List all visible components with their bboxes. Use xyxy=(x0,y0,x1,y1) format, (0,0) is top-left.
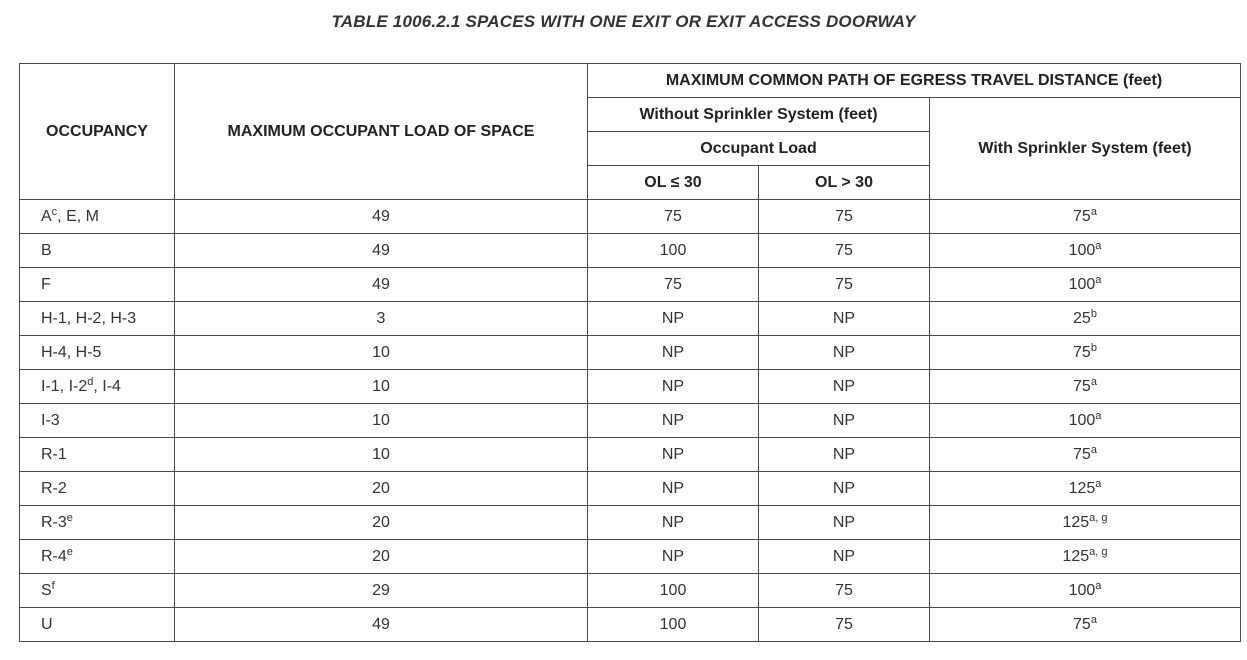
cell-ol-gt-30: NP xyxy=(759,472,930,506)
cell-ol-gt-30: 75 xyxy=(759,574,930,608)
cell-ol-gt-30: 75 xyxy=(759,608,930,642)
table-row xyxy=(20,506,1241,540)
table-body xyxy=(20,200,1241,642)
cell-ol-le-30: NP xyxy=(588,540,759,574)
cell-max-occupant-load: 49 xyxy=(175,608,588,642)
header-ol-gt-30: OL > 30 xyxy=(759,166,930,200)
cell-with-sprinkler xyxy=(930,302,1241,336)
cell-max-occupant-load: 29 xyxy=(175,574,588,608)
cell-ol-gt-30: 75 xyxy=(759,268,930,302)
sprinkler-value: 100 xyxy=(1068,241,1096,259)
cell-ol-le-30: 100 xyxy=(588,608,759,642)
occupancy-footnote: e xyxy=(66,511,73,524)
occupancy-label: B xyxy=(41,241,52,259)
cell-occupancy xyxy=(20,506,175,540)
cell-max-occupant-load: 10 xyxy=(175,370,588,404)
cell-occupancy xyxy=(20,370,175,404)
sprinkler-footnote: a xyxy=(1090,443,1097,456)
header-ol-le-30: OL ≤ 30 xyxy=(588,166,759,200)
sprinkler-value: 125 xyxy=(1062,547,1090,565)
occupancy-label: F xyxy=(41,275,51,293)
table-row xyxy=(20,268,1241,302)
cell-ol-le-30: NP xyxy=(588,438,759,472)
cell-ol-gt-30: NP xyxy=(759,506,930,540)
table-title: TABLE 1006.2.1 SPACES WITH ONE EXIT OR EXIT ACCESS DOORWAY xyxy=(331,12,916,31)
cell-ol-gt-30: NP xyxy=(759,370,930,404)
table-row xyxy=(20,234,1241,268)
sprinkler-footnote: a xyxy=(1095,273,1102,286)
header-occupancy: OCCUPANCY xyxy=(20,64,175,200)
cell-ol-le-30: 75 xyxy=(588,200,759,234)
sprinkler-footnote: a xyxy=(1090,205,1097,218)
sprinkler-value: 75 xyxy=(1073,343,1091,361)
occupancy-footnote: c xyxy=(51,205,58,218)
table-row xyxy=(20,200,1241,234)
cell-occupancy xyxy=(20,540,175,574)
sprinkler-footnote: a xyxy=(1095,477,1102,490)
sprinkler-footnote: a xyxy=(1090,613,1097,626)
cell-max-occupant-load: 10 xyxy=(175,404,588,438)
cell-ol-gt-30: 75 xyxy=(759,234,930,268)
table-row xyxy=(20,540,1241,574)
sprinkler-value: 75 xyxy=(1073,207,1091,225)
cell-ol-gt-30: NP xyxy=(759,540,930,574)
occupancy-footnote: f xyxy=(51,579,55,592)
table-row xyxy=(20,608,1241,642)
occupancy-label: R-1 xyxy=(41,445,67,463)
table-row xyxy=(20,438,1241,472)
cell-ol-gt-30: NP xyxy=(759,302,930,336)
cell-with-sprinkler xyxy=(930,200,1241,234)
sprinkler-value: 75 xyxy=(1073,377,1091,395)
table-row xyxy=(20,336,1241,370)
sprinkler-value: 25 xyxy=(1073,309,1091,327)
cell-occupancy xyxy=(20,302,175,336)
sprinkler-value: 100 xyxy=(1068,411,1096,429)
cell-with-sprinkler xyxy=(930,574,1241,608)
cell-with-sprinkler xyxy=(930,370,1241,404)
sprinkler-value: 100 xyxy=(1068,581,1096,599)
occupancy-label: H-4, H-5 xyxy=(41,343,102,361)
cell-with-sprinkler xyxy=(930,506,1241,540)
cell-occupancy xyxy=(20,336,175,370)
cell-with-sprinkler xyxy=(930,268,1241,302)
occupancy-label: R-2 xyxy=(41,479,67,497)
cell-ol-gt-30: NP xyxy=(759,438,930,472)
occupancy-footnote: e xyxy=(66,545,73,558)
sprinkler-footnote: a, g xyxy=(1089,545,1108,558)
sprinkler-footnote: a xyxy=(1095,239,1102,252)
cell-with-sprinkler xyxy=(930,336,1241,370)
sprinkler-footnote: a, g xyxy=(1089,511,1108,524)
header-max-occupant-load: MAXIMUM OCCUPANT LOAD OF SPACE xyxy=(175,64,588,200)
cell-ol-le-30: NP xyxy=(588,506,759,540)
cell-max-occupant-load: 10 xyxy=(175,336,588,370)
cell-occupancy xyxy=(20,404,175,438)
sprinkler-value: 75 xyxy=(1073,615,1091,633)
cell-ol-le-30: NP xyxy=(588,302,759,336)
cell-ol-le-30: NP xyxy=(588,370,759,404)
sprinkler-value: 75 xyxy=(1073,445,1091,463)
table-row xyxy=(20,370,1241,404)
cell-ol-gt-30: NP xyxy=(759,336,930,370)
cell-with-sprinkler xyxy=(930,472,1241,506)
sprinkler-footnote: a xyxy=(1090,375,1097,388)
cell-ol-gt-30: NP xyxy=(759,404,930,438)
cell-max-occupant-load: 49 xyxy=(175,200,588,234)
cell-ol-le-30: NP xyxy=(588,404,759,438)
cell-occupancy xyxy=(20,268,175,302)
cell-with-sprinkler xyxy=(930,404,1241,438)
header-occupant-load: Occupant Load xyxy=(588,132,930,166)
cell-with-sprinkler xyxy=(930,438,1241,472)
table-row xyxy=(20,404,1241,438)
cell-ol-le-30: 100 xyxy=(588,234,759,268)
cell-ol-le-30: 100 xyxy=(588,574,759,608)
cell-occupancy xyxy=(20,234,175,268)
header-with-sprinkler: With Sprinkler System (feet) xyxy=(930,98,1241,200)
header-max-common-path: MAXIMUM COMMON PATH OF EGRESS TRAVEL DISTANCE (feet) xyxy=(588,64,1241,98)
occupancy-label: S xyxy=(41,581,52,599)
sprinkler-footnote: a xyxy=(1095,409,1102,422)
sprinkler-value: 125 xyxy=(1062,513,1090,531)
cell-max-occupant-load: 3 xyxy=(175,302,588,336)
cell-ol-le-30: NP xyxy=(588,472,759,506)
occupancy-label-tail: , E, M xyxy=(57,207,99,225)
header-without-sprinkler: Without Sprinkler System (feet) xyxy=(588,98,930,132)
cell-occupancy xyxy=(20,200,175,234)
table-row xyxy=(20,574,1241,608)
cell-occupancy xyxy=(20,438,175,472)
cell-with-sprinkler xyxy=(930,608,1241,642)
egress-table xyxy=(19,63,1241,642)
occupancy-label-tail: , I-4 xyxy=(93,377,121,395)
cell-occupancy xyxy=(20,472,175,506)
cell-max-occupant-load: 20 xyxy=(175,472,588,506)
cell-occupancy xyxy=(20,608,175,642)
cell-with-sprinkler xyxy=(930,234,1241,268)
occupancy-label: R-4 xyxy=(41,547,67,565)
occupancy-label: H-1, H-2, H-3 xyxy=(41,309,137,327)
table-row xyxy=(20,302,1241,336)
cell-max-occupant-load: 20 xyxy=(175,506,588,540)
cell-max-occupant-load: 10 xyxy=(175,438,588,472)
cell-ol-le-30: NP xyxy=(588,336,759,370)
occupancy-footnote: d xyxy=(87,375,94,388)
cell-ol-gt-30: 75 xyxy=(759,200,930,234)
sprinkler-value: 125 xyxy=(1068,479,1096,497)
occupancy-label: R-3 xyxy=(41,513,67,531)
cell-max-occupant-load: 20 xyxy=(175,540,588,574)
sprinkler-value: 100 xyxy=(1068,275,1096,293)
occupancy-label: A xyxy=(41,207,52,225)
sprinkler-footnote: b xyxy=(1090,341,1097,354)
cell-max-occupant-load: 49 xyxy=(175,268,588,302)
occupancy-label: U xyxy=(41,615,53,633)
table-row xyxy=(20,472,1241,506)
sprinkler-footnote: a xyxy=(1095,579,1102,592)
cell-occupancy xyxy=(20,574,175,608)
occupancy-label: I-3 xyxy=(41,411,60,429)
cell-max-occupant-load: 49 xyxy=(175,234,588,268)
cell-ol-le-30: 75 xyxy=(588,268,759,302)
occupancy-label: I-1, I-2 xyxy=(41,377,88,395)
sprinkler-footnote: b xyxy=(1090,307,1097,320)
cell-with-sprinkler xyxy=(930,540,1241,574)
